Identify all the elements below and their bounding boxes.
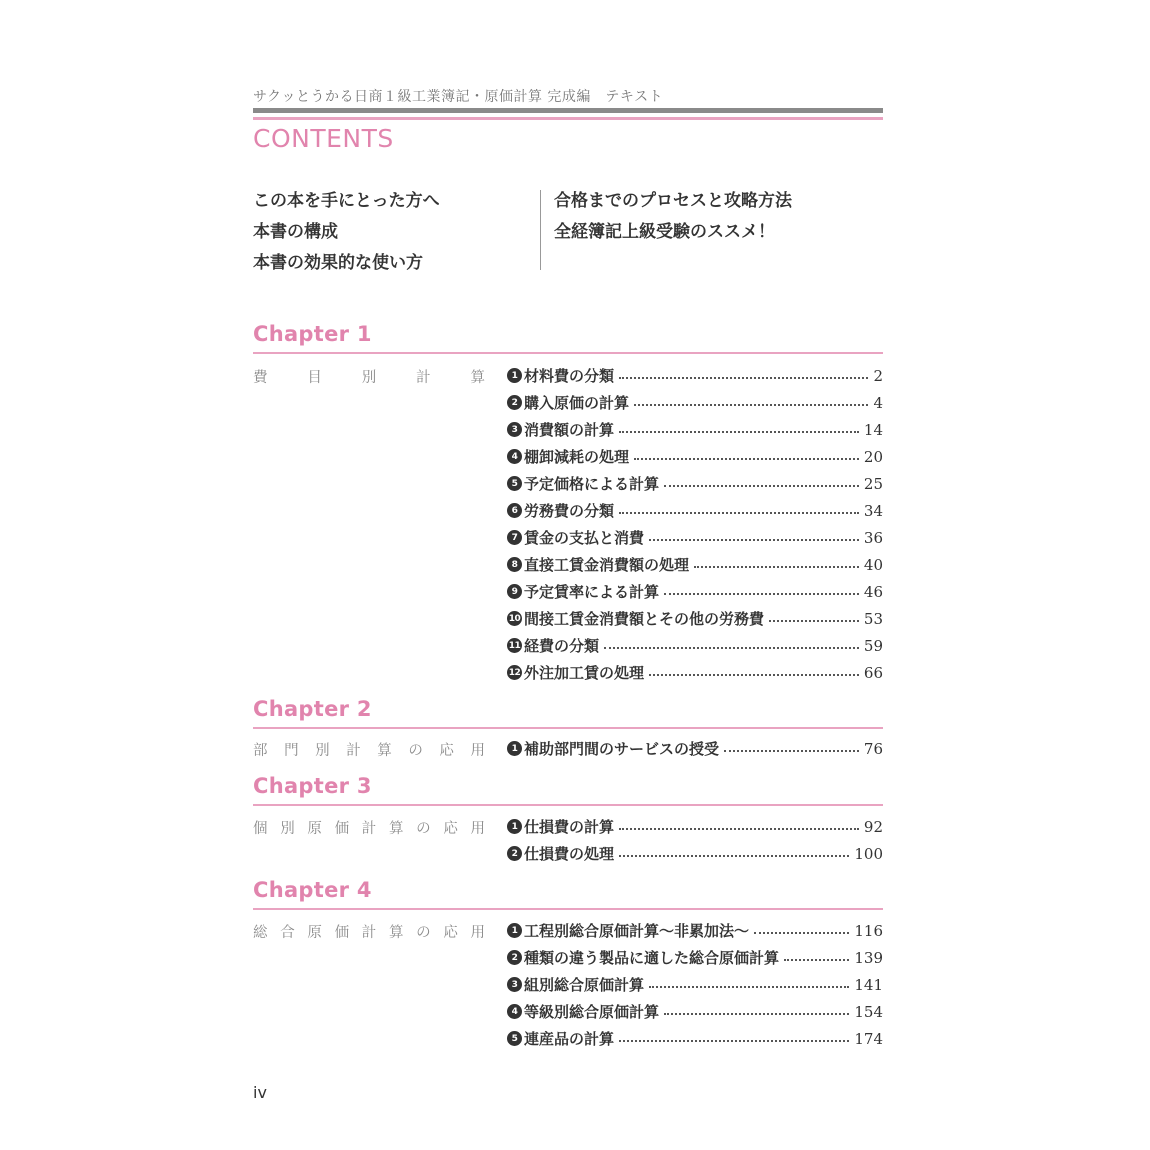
page-number: iv	[253, 1083, 267, 1102]
contents-title: CONTENTS	[253, 124, 394, 153]
intro-list-left	[253, 186, 440, 279]
toc-entry[interactable]	[507, 998, 883, 1025]
chapter-heading: Chapter 1	[253, 322, 372, 346]
toc-entry[interactable]	[507, 605, 883, 632]
toc-entry[interactable]	[507, 971, 883, 998]
toc-entry-page: 20	[863, 447, 883, 466]
toc-entry-page: 92	[863, 817, 883, 836]
toc-entry[interactable]	[507, 917, 883, 944]
toc-entry[interactable]	[507, 551, 883, 578]
toc-entry-label: 予定賃率による計算	[524, 583, 660, 601]
dot-leader	[784, 959, 849, 961]
toc-list	[507, 813, 883, 867]
toc-entry-page: 14	[863, 420, 883, 439]
toc-entry[interactable]	[507, 362, 883, 389]
section-number-icon: 5	[507, 476, 522, 491]
dot-leader	[619, 828, 859, 830]
toc-entry-page: 25	[863, 474, 883, 493]
toc-entry[interactable]	[507, 840, 883, 867]
toc-entry-page: 46	[863, 582, 883, 601]
dot-leader	[769, 620, 859, 622]
toc-entry-label: 労務費の分類	[524, 502, 615, 520]
toc-entry-label: 賃金の支払と消費	[524, 529, 645, 547]
dot-leader	[619, 377, 868, 379]
dot-leader	[604, 647, 859, 649]
section-number-icon: 4	[507, 449, 522, 464]
toc-entry-page: 116	[854, 921, 883, 940]
chapter-topic: 個 別 原 価 計 算 の 応 用	[253, 821, 485, 837]
toc-entry[interactable]	[507, 632, 883, 659]
toc-entry-label: 予定価格による計算	[524, 475, 660, 493]
chapter-rule	[253, 727, 883, 729]
toc-entry-label: 仕損費の計算	[524, 818, 615, 836]
chapter-topic: 総 合 原 価 計 算 の 応 用	[253, 925, 485, 941]
toc-entry-label: 連産品の計算	[524, 1030, 615, 1048]
toc-entry[interactable]	[507, 659, 883, 686]
dot-leader	[649, 674, 859, 676]
dot-leader	[619, 855, 849, 857]
section-number-icon: 2	[507, 846, 522, 861]
dot-leader	[634, 404, 868, 406]
toc-entry-page: 4	[873, 393, 883, 412]
chapter-heading: Chapter 3	[253, 774, 372, 798]
section-number-icon: 2	[507, 395, 522, 410]
header-rule-pink	[253, 117, 883, 120]
section-number-icon: 2	[507, 950, 522, 965]
toc-entry-page: 154	[854, 1002, 883, 1021]
intro-item[interactable]: この本を手にとった方へ	[253, 191, 440, 211]
toc-entry[interactable]	[507, 470, 883, 497]
toc-entry[interactable]	[507, 497, 883, 524]
toc-entry[interactable]	[507, 735, 883, 762]
intro-item[interactable]: 本書の構成	[253, 222, 338, 242]
toc-entry-label: 等級別総合原価計算	[524, 1003, 660, 1021]
intro-divider	[540, 190, 541, 270]
toc-entry-label: 組別総合原価計算	[524, 976, 645, 994]
dot-leader	[664, 485, 859, 487]
toc-entry[interactable]	[507, 443, 883, 470]
dot-leader	[619, 431, 859, 433]
toc-entry-label: 消費額の計算	[524, 421, 615, 439]
toc-entry-label: 外注加工賃の処理	[524, 664, 645, 682]
section-number-icon: 9	[507, 584, 522, 599]
header-rule-gray	[253, 108, 883, 113]
toc-entry-label: 棚卸減耗の処理	[524, 448, 630, 466]
chapter-heading: Chapter 2	[253, 697, 372, 721]
chapter-rule	[253, 352, 883, 354]
dot-leader	[634, 458, 859, 460]
dot-leader	[754, 932, 849, 934]
section-number-icon: 7	[507, 530, 522, 545]
toc-entry-page: 34	[863, 501, 883, 520]
chapter-topic: 費 目 別 計 算	[253, 370, 485, 386]
dot-leader	[649, 539, 859, 541]
dot-leader	[724, 750, 859, 752]
section-number-icon: 11	[507, 638, 522, 653]
section-number-icon: 6	[507, 503, 522, 518]
toc-entry[interactable]	[507, 1025, 883, 1052]
toc-entry-label: 材料費の分類	[524, 367, 615, 385]
toc-entry-label: 購入原価の計算	[524, 394, 630, 412]
toc-entry[interactable]	[507, 944, 883, 971]
toc-entry-label: 直接工賃金消費額の処理	[524, 556, 690, 574]
section-number-icon: 1	[507, 741, 522, 756]
toc-list	[507, 362, 883, 686]
chapter-rule	[253, 908, 883, 910]
toc-entry[interactable]	[507, 813, 883, 840]
section-number-icon: 1	[507, 819, 522, 834]
toc-entry-label: 仕損費の処理	[524, 845, 615, 863]
toc-entry-page: 100	[854, 844, 883, 863]
section-number-icon: 3	[507, 977, 522, 992]
chapter-rule	[253, 804, 883, 806]
toc-entry-page: 2	[873, 366, 883, 385]
chapter-topic: 部 門 別 計 算 の 応 用	[253, 743, 485, 759]
toc-entry-page: 36	[863, 528, 883, 547]
toc-entry-page: 139	[854, 948, 883, 967]
toc-entry[interactable]	[507, 578, 883, 605]
section-number-icon: 8	[507, 557, 522, 572]
toc-entry-label: 工程別総合原価計算～非累加法～	[524, 922, 750, 940]
dot-leader	[649, 986, 849, 988]
running-header: サクッとうかる日商１級工業簿記・原価計算 完成編 テキスト	[253, 89, 664, 105]
dot-leader	[664, 1013, 849, 1015]
section-number-icon: 5	[507, 1031, 522, 1046]
toc-list	[507, 735, 883, 762]
toc-list	[507, 917, 883, 1052]
toc-entry-page: 174	[854, 1029, 883, 1048]
toc-entry-label: 間接工賃金消費額とその他の労務費	[524, 610, 765, 628]
toc-entry[interactable]	[507, 524, 883, 551]
toc-entry-page: 40	[863, 555, 883, 574]
toc-entry[interactable]	[507, 389, 883, 416]
toc-entry-label: 経費の分類	[524, 637, 600, 655]
section-number-icon: 12	[507, 665, 522, 680]
section-number-icon: 3	[507, 422, 522, 437]
toc-entry-page: 53	[863, 609, 883, 628]
dot-leader	[619, 1040, 849, 1042]
section-number-icon: 10	[507, 611, 522, 626]
toc-entry-page: 66	[863, 663, 883, 682]
intro-item[interactable]: 本書の効果的な使い方	[253, 253, 423, 273]
section-number-icon: 1	[507, 368, 522, 383]
toc-entry[interactable]	[507, 416, 883, 443]
toc-entry-page: 76	[863, 739, 883, 758]
dot-leader	[619, 512, 859, 514]
toc-entry-page: 141	[854, 975, 883, 994]
intro-list-right	[554, 186, 792, 248]
dot-leader	[694, 566, 859, 568]
intro-item[interactable]: 全経簿記上級受験のススメ！	[554, 222, 775, 242]
section-number-icon: 4	[507, 1004, 522, 1019]
intro-item[interactable]: 合格までのプロセスと攻略方法	[554, 191, 792, 211]
section-number-icon: 1	[507, 923, 522, 938]
chapter-heading: Chapter 4	[253, 878, 372, 902]
toc-entry-label: 補助部門間のサービスの授受	[524, 740, 720, 758]
dot-leader	[664, 593, 859, 595]
toc-entry-page: 59	[863, 636, 883, 655]
toc-entry-label: 種類の違う製品に適した総合原価計算	[524, 949, 780, 967]
